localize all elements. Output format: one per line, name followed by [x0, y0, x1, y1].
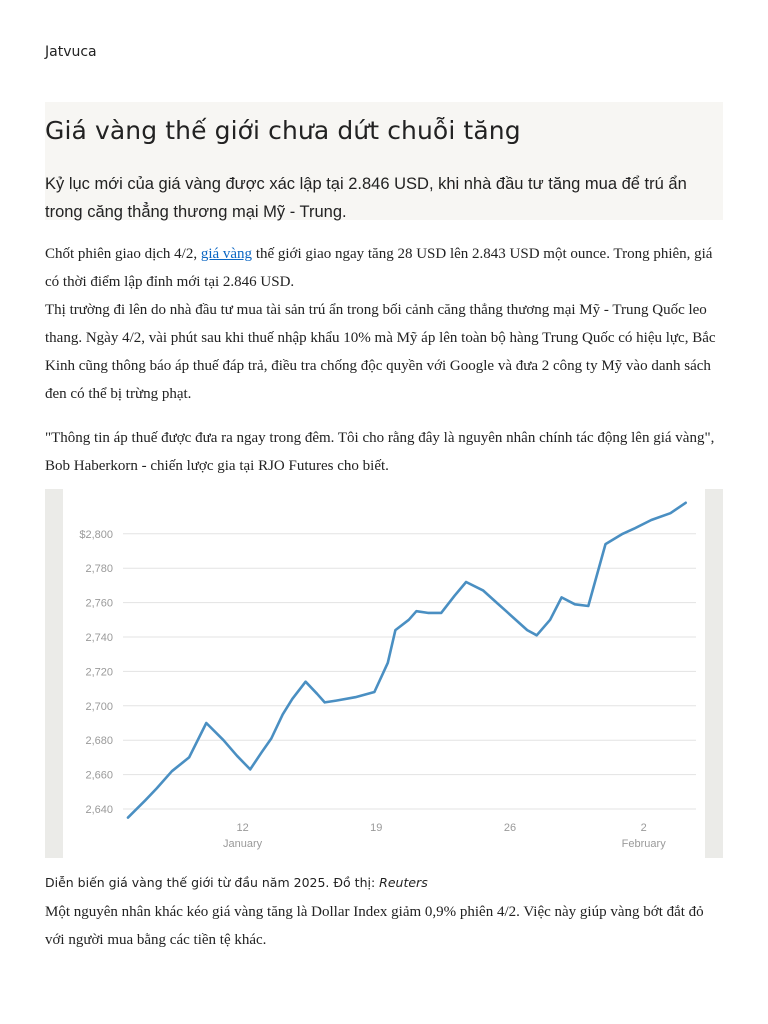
gold-price-series-line — [128, 503, 686, 818]
y-tick-label: 2,640 — [85, 804, 113, 816]
article-paragraph-1 — [45, 240, 723, 296]
caption-text: Diễn biến giá vàng thế giới từ đầu năm 2025. Đồ thị: — [45, 875, 380, 890]
chart-caption — [45, 875, 723, 890]
y-tick-label: 2,700 — [85, 700, 113, 713]
y-tick-label: 2,740 — [85, 632, 113, 644]
article-paragraph-2: Thị trường đi lên do nhà đầu tư mua tài sản trú ẩn trong bối cảnh căng thẳng thương mại Mỹ - Trung Quốc leo thang. Ngày 4/2, vài phút sau khi thuế nhập khẩu 10% mà Mỹ áp lên toàn bộ hàng Trung Quốc có hiệu lực, Bắc Kinh cũng thông báo áp thuế đáp trả, điều tra chống độc quyền với Google và đưa 2 công ty Mỹ vào danh sách đen có thể bị trừng phạt. — [45, 302, 716, 402]
x-tick-month-label: February — [621, 838, 666, 850]
chart-canvas — [63, 489, 705, 858]
article-title: Giá vàng thế giới chưa dứt chuỗi tăng — [45, 116, 521, 145]
x-tick-label: 19 — [370, 822, 383, 834]
y-tick-label: 2,660 — [85, 769, 113, 782]
x-tick-label: 12 — [236, 822, 249, 834]
paragraph-text: Chốt phiên giao dịch 4/2, — [45, 246, 201, 262]
paragraph-text: thế giới giao ngay tăng 28 USD lên 2.843 USD một ounce. Trong phiên, giá có thời điểm lập đỉnh mới tại 2.846 USD. — [45, 246, 713, 290]
gold-price-line-chart — [63, 489, 705, 858]
x-tick-month-label: January — [223, 838, 263, 850]
gold-price-link[interactable]: giá vàng — [200, 246, 253, 262]
article-lead: Kỷ lục mới của giá vàng được xác lập tại 2.846 USD, khi nhà đầu tư tăng mua để trú ẩn trong căng thẳng thương mại Mỹ - Trung. — [45, 175, 687, 221]
y-tick-label: 2,680 — [85, 735, 113, 748]
article-paragraph-4: Một nguyên nhân khác kéo giá vàng tăng là Dollar Index giảm 0,9% phiên 4/2. Việc này giúp vàng bớt đắt đỏ với người mua bằng các tiền tệ khác. — [45, 904, 704, 948]
y-tick-label: 2,720 — [85, 666, 113, 679]
site-name[interactable]: Jatvuca — [45, 44, 97, 60]
x-tick-label: 2 — [640, 822, 647, 834]
y-tick-label: 2,780 — [85, 563, 113, 576]
article-paragraph-3: "Thông tin áp thuế được đưa ra ngay trong đêm. Tôi cho rằng đây là nguyên nhân chính tác động lên giá vàng", Bob Haberkorn - chiến lược gia tại RJO Futures cho biết. — [45, 430, 715, 474]
x-tick-label: 26 — [503, 822, 517, 834]
caption-source: Reuters — [379, 875, 428, 890]
y-tick-label: 2,760 — [85, 597, 113, 610]
y-tick-label: $2,800 — [79, 528, 113, 541]
gold-price-chart — [45, 489, 723, 858]
